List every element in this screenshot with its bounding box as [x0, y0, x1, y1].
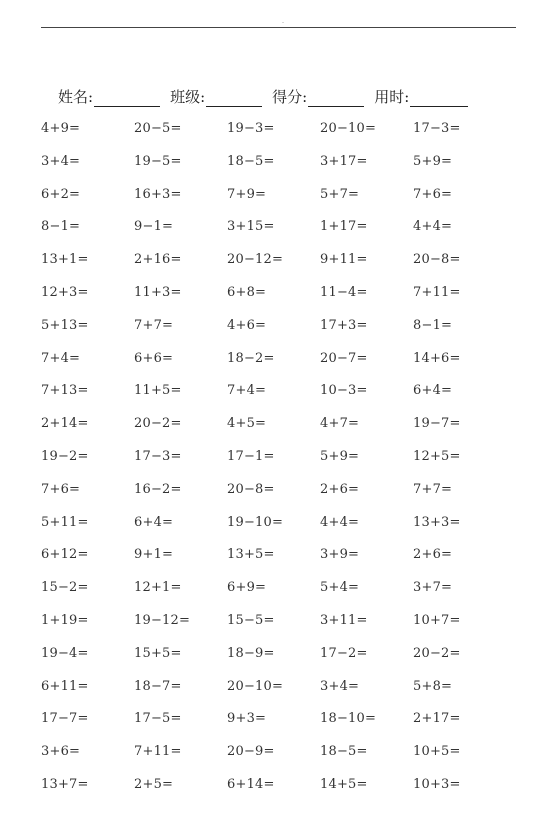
- problem-cell: 19−5=: [134, 153, 182, 169]
- problem-cell: 5+9=: [413, 153, 453, 169]
- header-dot: -: [282, 19, 285, 26]
- problem-cell: 20−9=: [227, 744, 275, 760]
- problem-cell: 19−4=: [41, 645, 89, 661]
- problem-cell: 6+6=: [134, 350, 174, 366]
- problem-cell: 1+19=: [41, 612, 89, 628]
- score-label: 得分:: [272, 88, 308, 106]
- problem-cell: 19−3=: [227, 121, 275, 136]
- problem-cell: 8−1=: [413, 317, 453, 333]
- problem-cell: 12+5=: [413, 448, 461, 464]
- problem-cell: 2+5=: [134, 776, 174, 792]
- problem-cell: 20−2=: [134, 416, 182, 432]
- problem-cell: 12+3=: [41, 284, 89, 300]
- score-blank[interactable]: [308, 89, 364, 107]
- problem-cell: 15−2=: [41, 580, 89, 596]
- problem-cell: 20−5=: [134, 121, 182, 136]
- problem-cell: 4+5=: [227, 416, 267, 432]
- problem-cell: 14+6=: [413, 350, 461, 366]
- problem-cell: 4+4=: [413, 219, 453, 235]
- problem-cell: 10−3=: [320, 383, 368, 399]
- problem-cell: 9+11=: [320, 252, 368, 268]
- problem-cell: 6+4=: [134, 514, 174, 530]
- problem-cell: 4+4=: [320, 514, 360, 530]
- problem-cell: 18−2=: [227, 350, 275, 366]
- problem-cell: 11+5=: [134, 383, 182, 399]
- problem-cell: 19−2=: [41, 448, 89, 464]
- problem-cell: 18−10=: [320, 711, 377, 727]
- problem-cell: 5+8=: [413, 678, 453, 694]
- problem-cell: 7+4=: [41, 350, 81, 366]
- problem-cell: 2+6=: [320, 481, 360, 497]
- time-blank[interactable]: [410, 89, 468, 107]
- problem-cell: 3+9=: [320, 547, 360, 563]
- problem-cell: 16+3=: [134, 186, 182, 202]
- problem-cell: 7+11=: [134, 744, 182, 760]
- problem-cell: 17−3=: [134, 448, 182, 464]
- class-label: 班级:: [170, 88, 206, 106]
- problem-cell: 13+7=: [41, 776, 89, 792]
- problem-cell: 2+16=: [134, 252, 182, 268]
- problem-cell: 5+13=: [41, 317, 89, 333]
- problem-cell: 7+4=: [227, 383, 267, 399]
- problem-cell: 5+9=: [320, 448, 360, 464]
- problem-cell: 2+14=: [41, 416, 89, 432]
- problem-cell: 2+6=: [413, 547, 453, 563]
- problem-cell: 16−2=: [134, 481, 182, 497]
- problem-cell: 11+3=: [134, 284, 182, 300]
- problem-cell: 7+13=: [41, 383, 89, 399]
- problem-cell: 9+1=: [134, 547, 174, 563]
- problem-cell: 18−5=: [320, 744, 368, 760]
- problem-cell: 5+11=: [41, 514, 89, 530]
- problem-cell: 13+5=: [227, 547, 275, 563]
- problem-cell: 10+3=: [413, 776, 461, 792]
- problem-cell: 20−10=: [320, 121, 377, 136]
- problem-cell: 15+5=: [134, 645, 182, 661]
- problem-cell: 13+3=: [413, 514, 461, 530]
- problem-cell: 10+7=: [413, 612, 461, 628]
- problem-cell: 3+6=: [41, 744, 81, 760]
- problem-cell: 3+7=: [413, 580, 453, 596]
- problem-cell: 12+1=: [134, 580, 182, 596]
- problem-cell: 18−7=: [134, 678, 182, 694]
- problem-cell: 7+6=: [413, 186, 453, 202]
- problem-cell: 19−12=: [134, 612, 191, 628]
- problem-cell: 6+14=: [227, 776, 275, 792]
- problem-cell: 11−4=: [320, 284, 368, 300]
- problem-cell: 5+7=: [320, 186, 360, 202]
- problem-cell: 20−8=: [413, 252, 461, 268]
- problem-cell: 17−1=: [227, 448, 275, 464]
- problem-cell: 3+15=: [227, 219, 275, 235]
- problem-cell: 6+4=: [413, 383, 453, 399]
- problem-cell: 20−2=: [413, 645, 461, 661]
- problem-cell: 18−5=: [227, 153, 275, 169]
- problem-cell: 6+9=: [227, 580, 267, 596]
- problem-cell: 6+2=: [41, 186, 81, 202]
- problem-cell: 5+4=: [320, 580, 360, 596]
- problem-cell: 9−1=: [134, 219, 174, 235]
- problem-cell: 17−5=: [134, 711, 182, 727]
- problem-cell: 7+7=: [413, 481, 453, 497]
- problem-cell: 18−9=: [227, 645, 275, 661]
- problem-cell: 17−3=: [413, 121, 461, 136]
- problem-cell: 10+5=: [413, 744, 461, 760]
- problem-cell: 20−7=: [320, 350, 368, 366]
- problem-cell: 20−10=: [227, 678, 284, 694]
- problem-cell: 9+3=: [227, 711, 267, 727]
- problem-cell: 7+11=: [413, 284, 461, 300]
- time-field: [374, 86, 468, 107]
- problem-cell: 1+17=: [320, 219, 368, 235]
- problem-cell: 17−2=: [320, 645, 368, 661]
- top-rule: [41, 27, 516, 28]
- problem-grid: [41, 118, 506, 807]
- problem-cell: 7+7=: [134, 317, 174, 333]
- problem-cell: 4+7=: [320, 416, 360, 432]
- score-field: [272, 86, 364, 107]
- time-label: 用时:: [374, 88, 410, 106]
- problem-cell: 3+17=: [320, 153, 368, 169]
- problem-cell: 3+4=: [41, 153, 81, 169]
- problem-cell: 13+1=: [41, 252, 89, 268]
- problem-cell: 6+11=: [41, 678, 89, 694]
- problem-cell: 6+12=: [41, 547, 89, 563]
- class-field: [170, 86, 262, 107]
- problem-cell: 14+5=: [320, 776, 368, 792]
- problem-cell: 15−5=: [227, 612, 275, 628]
- problem-cell: 8−1=: [41, 219, 81, 235]
- problem-cell: 6+8=: [227, 284, 267, 300]
- student-info-header: [58, 86, 478, 107]
- problem-cell: 19−7=: [413, 416, 461, 432]
- name-blank[interactable]: [94, 89, 160, 107]
- problem-cell: 20−12=: [227, 252, 284, 268]
- name-label: 姓名:: [58, 88, 94, 106]
- problem-cell: 20−8=: [227, 481, 275, 497]
- problem-cell: 19−10=: [227, 514, 284, 530]
- problem-cell: 7+9=: [227, 186, 267, 202]
- problem-cell: 7+6=: [41, 481, 81, 497]
- problem-cell: 4+9=: [41, 121, 81, 136]
- problem-cell: 17−7=: [41, 711, 89, 727]
- problem-cell: 17+3=: [320, 317, 368, 333]
- problem-cell: 4+6=: [227, 317, 267, 333]
- class-blank[interactable]: [206, 89, 262, 107]
- name-field: [58, 86, 160, 107]
- problem-cell: 3+11=: [320, 612, 368, 628]
- problem-cell: 2+17=: [413, 711, 461, 727]
- problem-cell: 3+4=: [320, 678, 360, 694]
